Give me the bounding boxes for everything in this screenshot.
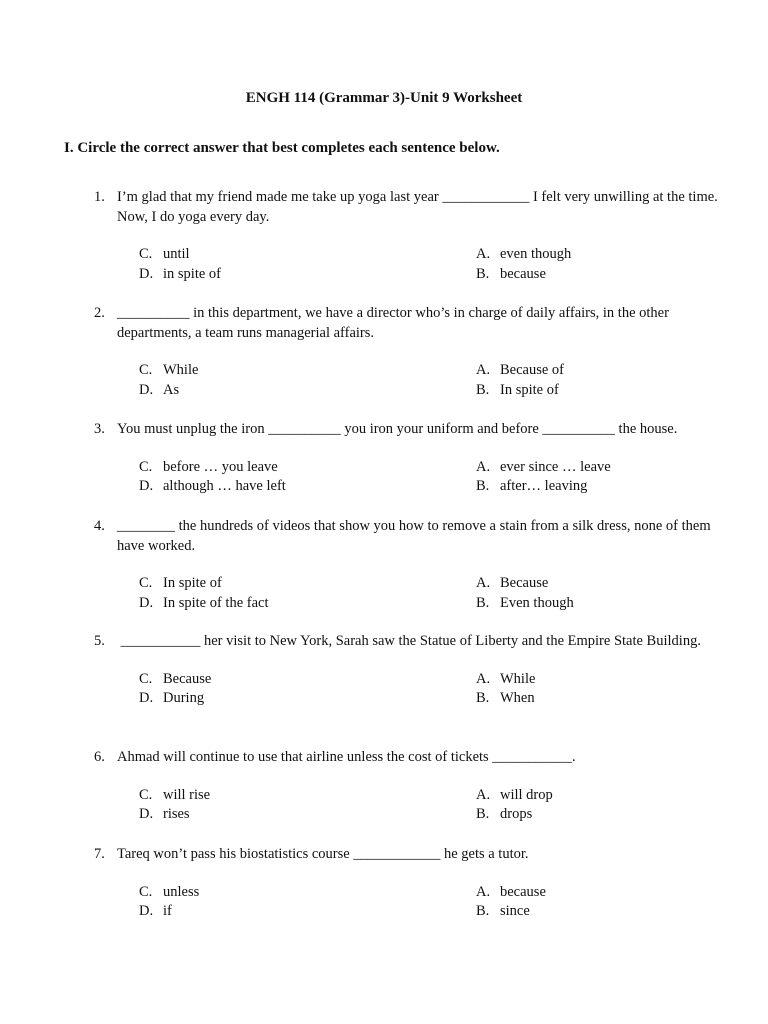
choice-text: even though: [500, 246, 572, 262]
question-text: Ahmad will continue to use that airline unless the cost of tickets ___________.: [117, 749, 576, 765]
choice-d[interactable]: [139, 902, 476, 922]
choice-letter: B.: [476, 806, 490, 822]
choice-a[interactable]: [476, 458, 676, 478]
choice-text: unless: [163, 883, 200, 900]
choice-text: until: [163, 246, 190, 262]
choice-c[interactable]: [139, 670, 476, 690]
choice-c[interactable]: [139, 458, 476, 478]
choice-text: As: [163, 381, 180, 398]
choice-a[interactable]: [476, 361, 676, 381]
choice-text: In spite of: [500, 381, 559, 398]
choice-b[interactable]: [476, 689, 676, 709]
choice-d[interactable]: [139, 265, 476, 285]
choice-b[interactable]: [476, 265, 676, 285]
question-number: 3.: [94, 421, 105, 437]
answer-choices: [139, 574, 724, 613]
answer-choices: [139, 670, 724, 709]
choice-letter: C.: [139, 670, 153, 687]
choice-text: While: [163, 362, 199, 378]
question-4: [94, 517, 724, 613]
choice-c[interactable]: [139, 883, 476, 903]
choice-letter: B.: [476, 265, 490, 282]
choice-b[interactable]: [476, 902, 676, 922]
question-text: Tareq won’t pass his biostatistics course ____________ he gets a tutor.: [117, 846, 529, 862]
choice-text: While: [500, 670, 536, 687]
question-6: [94, 748, 724, 825]
choice-b[interactable]: [476, 805, 676, 825]
choice-letter: A.: [476, 362, 491, 378]
choice-b[interactable]: [476, 381, 676, 401]
choice-letter: C.: [139, 786, 153, 803]
choice-letter: D.: [139, 265, 154, 282]
choice-text: drops: [500, 806, 533, 822]
choice-text: ever since … leave: [500, 458, 611, 475]
question-number: 7.: [94, 846, 105, 862]
choice-text: although … have left: [163, 478, 286, 494]
question-text: ___________ her visit to New York, Sarah saw the Statue of Liberty and the Empire State Building.: [117, 633, 701, 649]
choice-b[interactable]: [476, 477, 676, 497]
choice-letter: D.: [139, 478, 154, 494]
choice-text: In spite of the fact: [163, 594, 269, 611]
choice-d[interactable]: [139, 689, 476, 709]
choice-letter: A.: [476, 786, 491, 803]
choice-letter: C.: [139, 458, 153, 475]
choice-c[interactable]: [139, 361, 476, 381]
choice-d[interactable]: [139, 594, 476, 614]
choice-text: Even though: [500, 594, 574, 611]
choice-letter: B.: [476, 478, 490, 494]
choice-letter: A.: [476, 670, 491, 687]
question-text: ________ the hundreds of videos that show you how to remove a stain from a silk dress, none of them have worked.: [117, 518, 715, 554]
answer-choices: [139, 361, 724, 400]
choice-b[interactable]: [476, 594, 676, 614]
choice-a[interactable]: [476, 245, 676, 265]
question-number: 4.: [94, 518, 105, 534]
question-2: [94, 304, 724, 400]
question-1: [94, 188, 724, 284]
choice-letter: B.: [476, 381, 490, 398]
question-text: I’m glad that my friend made me take up yoga last year ____________ I felt very unwilling at the time. Now, I do yoga every day.: [117, 189, 726, 225]
question-text: __________ in this department, we have a director who’s in charge of daily affairs, in the other departments, a team runs managerial affairs.: [117, 305, 673, 341]
choice-text: During: [163, 690, 205, 706]
choice-a[interactable]: [476, 786, 676, 806]
choice-text: because: [500, 265, 546, 282]
choice-letter: C.: [139, 362, 153, 378]
answer-choices: [139, 458, 724, 497]
choice-c[interactable]: [139, 786, 476, 806]
choice-letter: A.: [476, 575, 491, 591]
choice-letter: B.: [476, 903, 490, 919]
choice-letter: D.: [139, 690, 154, 706]
choice-text: if: [163, 903, 172, 919]
choice-letter: B.: [476, 594, 490, 611]
choice-letter: D.: [139, 806, 154, 822]
choice-letter: C.: [139, 883, 153, 900]
answer-choices: [139, 786, 724, 825]
choice-letter: D.: [139, 594, 154, 611]
choice-d[interactable]: [139, 805, 476, 825]
choice-text: because: [500, 883, 546, 900]
page-title: ENGH 114 (Grammar 3)-Unit 9 Worksheet: [245, 90, 523, 106]
section-heading: I. Circle the correct answer that best completes each sentence below.: [64, 140, 500, 156]
choice-a[interactable]: [476, 883, 676, 903]
question-number: 1.: [94, 189, 105, 205]
choice-text: When: [500, 690, 535, 706]
choice-text: Because: [163, 670, 212, 687]
choice-text: rises: [163, 806, 190, 822]
choice-text: will drop: [500, 786, 553, 803]
choice-text: since: [500, 903, 530, 919]
choice-letter: A.: [476, 246, 491, 262]
question-7: [94, 845, 724, 922]
choice-letter: C.: [139, 246, 153, 262]
question-5: [94, 632, 724, 709]
choice-letter: D.: [139, 381, 154, 398]
choice-text: after… leaving: [500, 478, 588, 494]
answer-choices: [139, 245, 724, 284]
answer-choices: [139, 883, 724, 922]
choice-a[interactable]: [476, 574, 676, 594]
choice-text: In spite of: [163, 575, 222, 591]
choice-letter: A.: [476, 458, 491, 475]
choice-text: will rise: [163, 786, 211, 803]
choice-letter: A.: [476, 883, 491, 900]
choice-c[interactable]: [139, 245, 476, 265]
choice-d[interactable]: [139, 381, 476, 401]
question-text: You must unplug the iron __________ you iron your uniform and before __________ the house.: [117, 421, 678, 437]
choice-text: before … you leave: [163, 458, 278, 475]
choice-letter: B.: [476, 690, 490, 706]
question-3: [94, 420, 724, 497]
choice-text: Because: [500, 575, 549, 591]
question-number: 2.: [94, 305, 105, 321]
choice-letter: D.: [139, 903, 154, 919]
choice-text: Because of: [500, 362, 565, 378]
choice-d[interactable]: [139, 477, 476, 497]
choice-text: in spite of: [163, 265, 221, 282]
choice-a[interactable]: [476, 670, 676, 690]
question-number: 6.: [94, 749, 105, 765]
choice-c[interactable]: [139, 574, 476, 594]
choice-letter: C.: [139, 575, 153, 591]
question-number: 5.: [94, 633, 105, 649]
